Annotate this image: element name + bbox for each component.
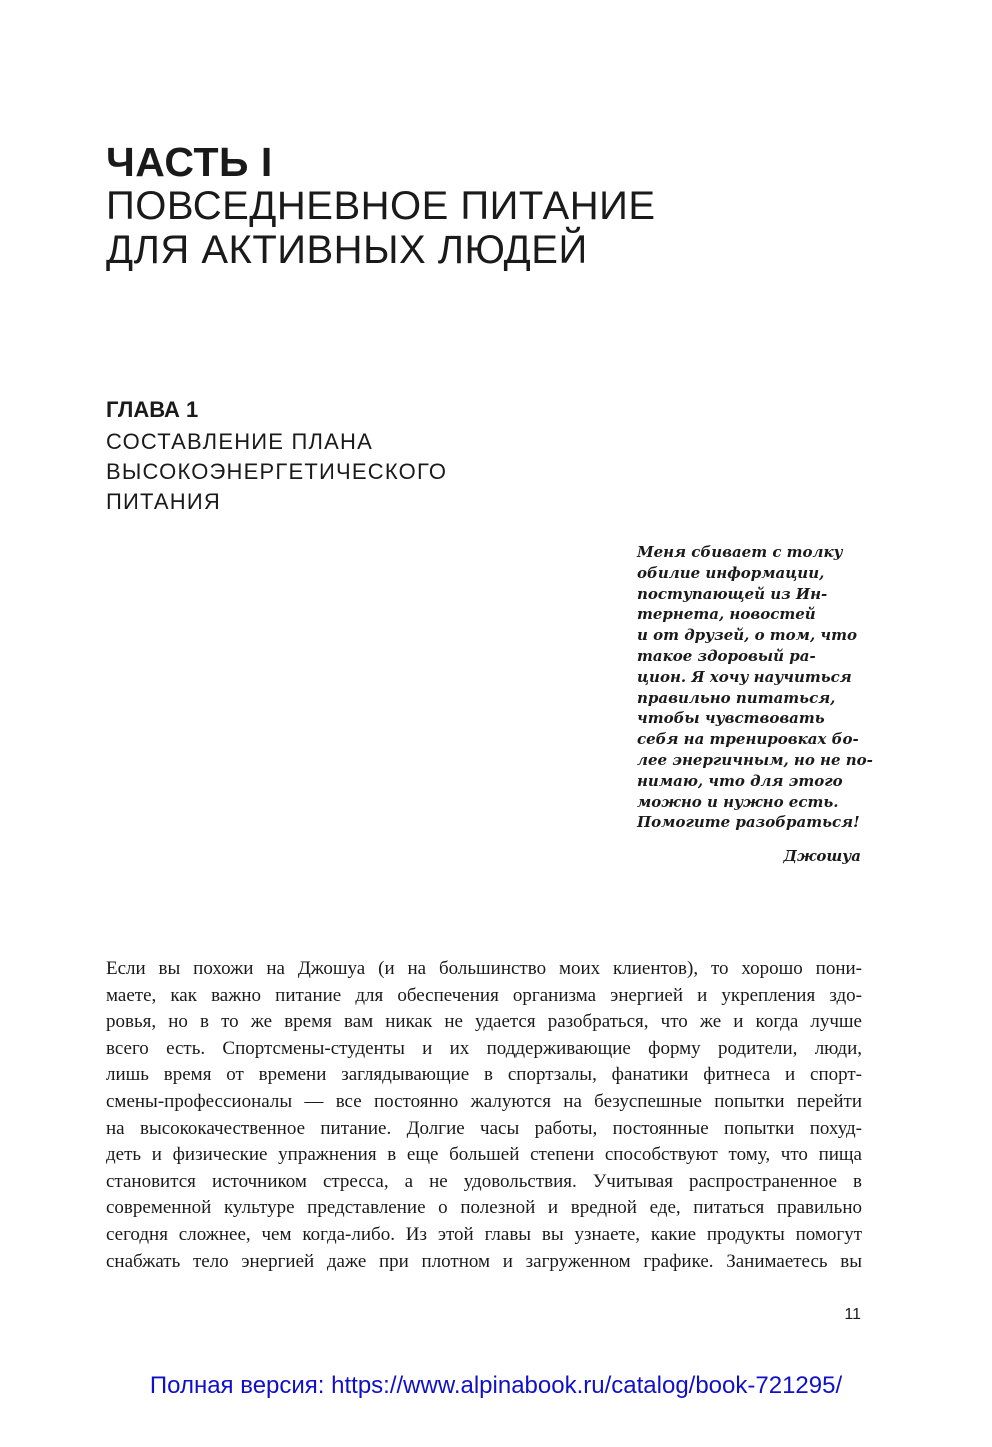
body-line: сегодня сложнее, чем когда-либо. Из этой главы вы узнаете, какие продукты помогут	[106, 1223, 862, 1245]
epigraph-quote	[637, 542, 873, 833]
body-line: становится источником стресса, а не удовольствия. Учитывая распространенное в	[106, 1170, 862, 1192]
epigraph-line: чтобы чувствовать	[637, 709, 825, 728]
body-line: Если вы похожи на Джошуа (и на большинство моих клиентов), то хорошо пони-	[106, 958, 862, 979]
epigraph-line: нимаю, что для этого	[637, 771, 843, 790]
body-line: снабжать тело энергией даже при плотном и загруженном графике. Занимаетесь вы	[106, 1250, 862, 1272]
chapter-title-line: ПИТАНИЯ	[106, 489, 221, 514]
epigraph-line: себя на тренировках бо-	[637, 730, 859, 749]
epigraph-line: правильно питаться,	[637, 688, 836, 707]
epigraph-line: Меня сбивает с толку	[637, 543, 843, 561]
epigraph-line: и от друзей, о том, что	[637, 626, 857, 645]
body-line: смены-профессионалы — все постоянно жалуются на безуспешные попытки перейти	[106, 1090, 862, 1112]
epigraph-line: поступающей из Ин-	[637, 584, 828, 603]
body-line: современной культуре представление о полезной и вредной еде, питаться правильно	[106, 1197, 862, 1219]
epigraph-line: тернета, новостей	[637, 605, 816, 624]
body-line: всего есть. Спортсмены-студенты и их поддерживающие форму родители, люди,	[106, 1037, 862, 1059]
body-line: ровья, но в то же время вам никак не удается разобраться, что же и когда лучше	[106, 1011, 862, 1033]
epigraph-line: лее энергичным, но не по-	[637, 750, 873, 769]
epigraph-line: такое здоровый ра-	[637, 646, 816, 665]
epigraph-line: цион. Я хочу научиться	[637, 667, 852, 686]
body-line: лишь время от времени заглядывающие в спортзалы, фанатики фитнеса и спорт-	[106, 1064, 862, 1086]
chapter-title-line: СОСТАВЛЕНИЕ ПЛАНА	[106, 429, 373, 454]
body-paragraph	[106, 956, 862, 1275]
part-title	[106, 184, 656, 272]
page-number: 11	[844, 1306, 861, 1323]
chapter-title	[106, 427, 447, 517]
epigraph-line: можно и нужно есть.	[637, 792, 839, 811]
body-line: на высококачественное питание. Долгие часы работы, постоянные попытки похуд-	[106, 1117, 862, 1139]
body-line: деть и физические упражнения в еще большей степени способствуют тому, что пища	[106, 1144, 862, 1166]
chapter-title-line: ВЫСОКОЭНЕРГЕТИЧЕСКОГО	[106, 459, 448, 484]
part-title-line: ДЛЯ АКТИВНЫХ ЛЮДЕЙ	[106, 228, 588, 272]
epigraph-line: Помогите разобраться!	[637, 813, 860, 832]
part-title-line: ПОВСЕДНЕВНОЕ ПИТАНИЕ	[106, 184, 656, 228]
body-line: маете, как важно питание для обеспечения организма энергией и укрепления здо-	[106, 984, 862, 1006]
part-label: ЧАСТЬ I	[106, 139, 273, 185]
chapter-label: ГЛАВА 1	[106, 397, 199, 422]
epigraph-author: Джошуа	[783, 847, 861, 865]
epigraph-line: обилие информации,	[637, 563, 825, 582]
full-version-link[interactable]: Полная версия: https://www.alpinabook.ru/catalog/book-721295/	[149, 1372, 843, 1399]
